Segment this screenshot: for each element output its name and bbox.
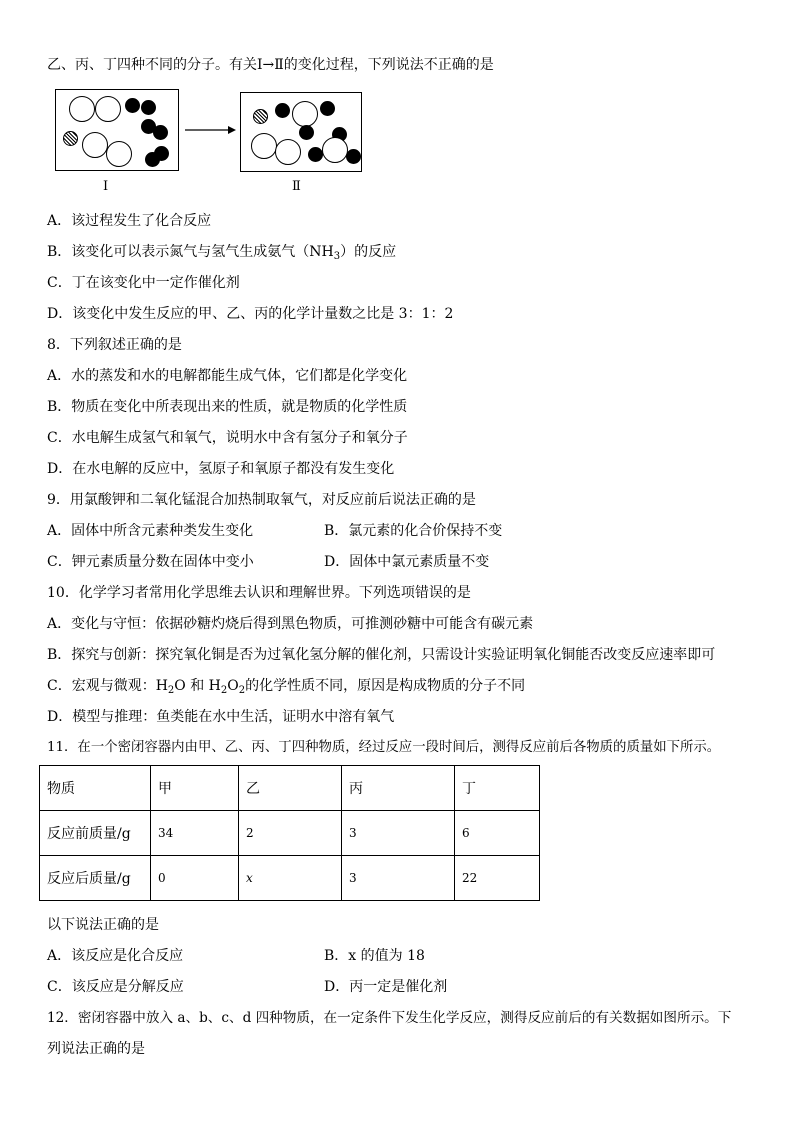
white-atom [95,96,121,122]
question-stem: 8．下列叙述正确的是 [47,337,182,353]
white-atom [82,132,108,158]
black-atom [141,100,156,115]
question-stem: 12．密闭容器中放入 a、b、c、d 四种物质，在一定条件下发生化学反应，测得反应前后的有关数据如图所示。下 [47,1010,732,1026]
figure-label-2: Ⅱ [292,179,301,194]
table-cell: 6 [455,811,540,856]
option-a: A．变化与守恒：依据砂糖灼烧后得到黑色物质，可推测砂糖中可能含有碳元素 [47,616,534,632]
table-row [40,856,540,901]
option-c: C．丁在该变化中一定作催化剂 [47,275,240,291]
option-c: C．宏观与微观：$H_2O$ 和 $H_2O_2$的化学性质不同，原因是构成物质的分子不同 [47,678,526,696]
table-cell: 反应后质量/g [40,856,151,901]
option-c: C．该反应是分解反应 [47,979,184,995]
question-subprompt: 以下说法正确的是 [47,917,159,933]
question-intro-line: 乙、丙、丁四种不同的分子。有关Ⅰ→Ⅱ的变化过程，下列说法不正确的是 [47,57,494,73]
option-d: D．该变化中发生反应的甲、乙、丙的化学计量数之比是 3：1：2 [47,306,454,322]
table-cell: 丙 [342,766,455,811]
table-row [40,811,540,856]
white-atom [69,96,95,122]
hatched-atom [253,109,268,124]
option-b: B．x 的值为 18 [324,948,425,964]
black-atom [308,147,323,162]
option-a: A．水的蒸发和水的电解都能生成气体，它们都是化学变化 [47,368,408,384]
table-cell: 3 [342,811,455,856]
option-d: D．固体中氯元素质量不变 [324,554,490,570]
mass-table [39,765,540,901]
option-d: D．丙一定是催化剂 [324,979,448,995]
table-cell: 反应前质量/g [40,811,151,856]
arrow-icon [183,124,239,136]
question-stem-continued: 列说法正确的是 [47,1041,145,1057]
box-state-1 [55,89,179,171]
box-state-2 [240,92,362,172]
question-stem: 9．用氯酸钾和二氧化锰混合加热制取氧气，对反应前后说法正确的是 [47,492,476,508]
white-atom [322,137,348,163]
option-a: A．该反应是化合反应 [47,948,184,964]
black-atom [346,149,361,164]
white-atom [275,139,301,165]
question-stem: 11．在一个密闭容器内由甲、乙、丙、丁四种物质，经过反应一段时间后，测得反应前后各物质的质量如下所示。 [47,740,721,755]
table-cell: 3 [342,856,455,901]
white-atom [106,141,132,167]
table-cell: x [239,856,342,901]
option-a: A．固体中所含元素种类发生变化 [47,523,254,539]
white-atom [292,101,318,127]
option-b: B．该变化可以表示氮气与氢气生成氨气$(NH_3)$的反应 [47,244,397,262]
figure-label-1: Ⅰ [103,179,109,194]
option-d: D．模型与推理：鱼类能在水中生活，证明水中溶有氧气 [47,709,395,725]
black-atom [153,125,168,140]
black-atom [320,101,335,116]
option-c: C．钾元素质量分数在固体中变小 [47,554,254,570]
table-cell: 乙 [239,766,342,811]
option-b: B．探究与创新：探究氧化铜是否为过氧化氢分解的催化剂，只需设计实验证明氧化铜能否改变反应速率即可 [47,647,716,663]
black-atom [275,103,290,118]
black-atom [145,152,160,167]
option-b: B．氯元素的化合价保持不变 [324,523,503,539]
black-atom [299,125,314,140]
table-header-row [40,766,540,811]
table-cell: 物质 [40,766,151,811]
table-cell: 0 [151,856,239,901]
option-d: D．在水电解的反应中，氢原子和氧原子都没有发生变化 [47,461,395,477]
option-c: C．水电解生成氢气和氧气，说明水中含有氢分子和氧分子 [47,430,408,446]
option-b: B．物质在变化中所表现出来的性质，就是物质的化学性质 [47,399,408,415]
option-a: A．该过程发生了化合反应 [47,213,212,229]
white-atom [251,133,277,159]
table-cell: 甲 [151,766,239,811]
question-stem: 10．化学学习者常用化学思维去认识和理解世界。下列选项错误的是 [47,585,471,601]
black-atom [125,98,140,113]
table-cell: 22 [455,856,540,901]
table-cell: 2 [239,811,342,856]
table-cell: 34 [151,811,239,856]
table-cell: 丁 [455,766,540,811]
hatched-atom [63,131,78,146]
